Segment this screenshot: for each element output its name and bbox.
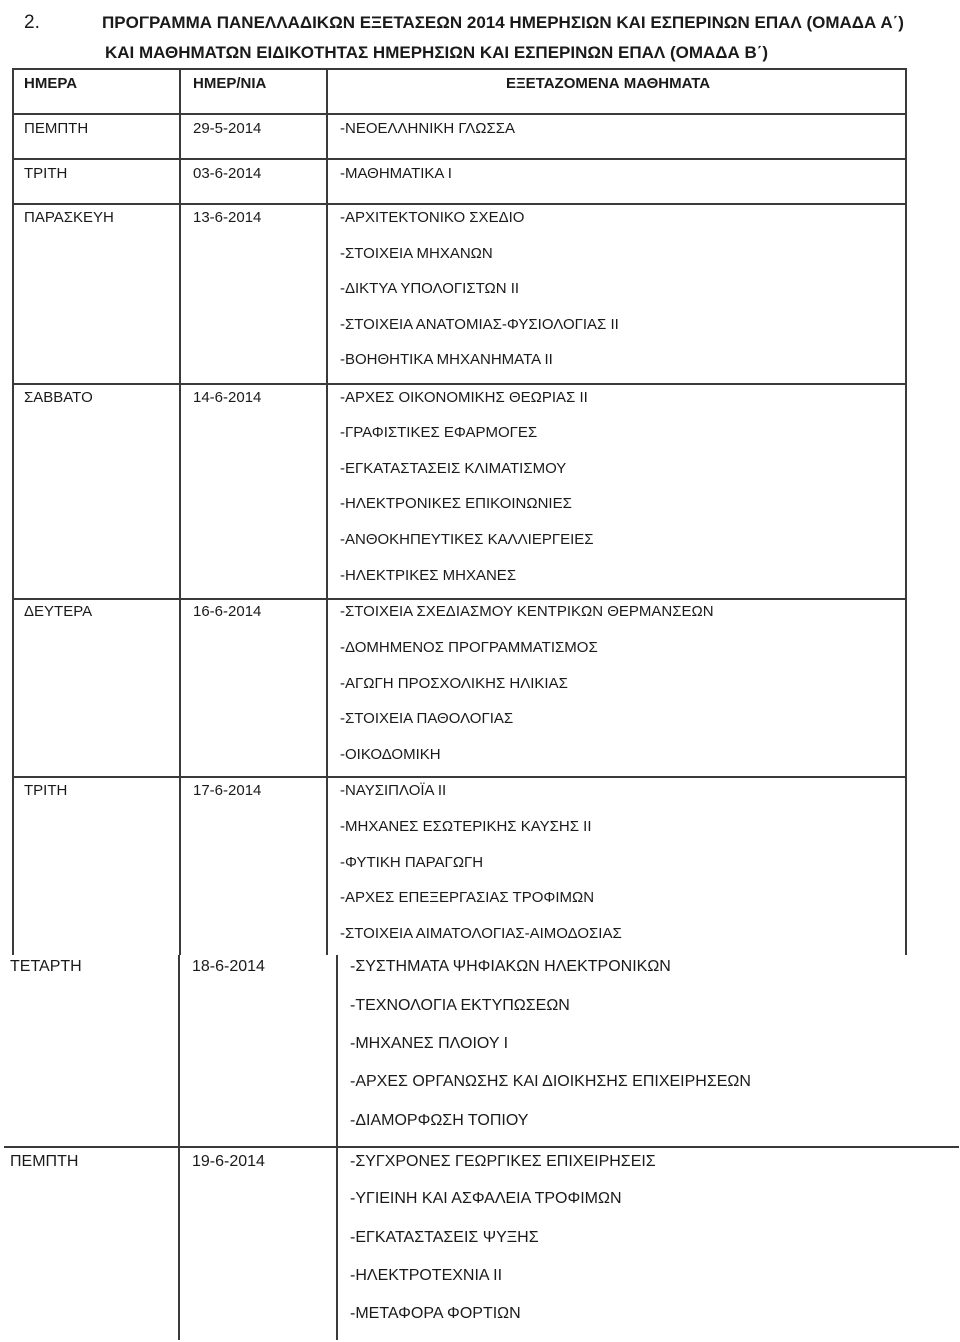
row-date: 19-6-2014 (192, 1153, 265, 1170)
column-divider (326, 68, 328, 955)
row-day: ΣΑΒΒΑΤΟ (24, 389, 93, 406)
subject-item: -ΓΡΑΦΙΣΤΙΚΕΣ ΕΦΑΡΜΟΓΕΣ (340, 424, 538, 441)
subject-item: -ΣΥΓΧΡΟΝΕΣ ΓΕΩΡΓΙΚΕΣ ΕΠΙΧΕΙΡΗΣΕΙΣ (350, 1153, 656, 1170)
table-divider (12, 113, 907, 115)
row-day: ΤΡΙΤΗ (24, 782, 68, 799)
subject-item: -ΕΓΚΑΤΑΣΤΑΣΕΙΣ ΨΥΞΗΣ (350, 1229, 539, 1246)
subject-item: -ΝΑΥΣΙΠΛΟΪΑ ΙΙ (340, 782, 447, 799)
subject-item: -ΑΝΘΟΚΗΠΕΥΤΙΚΕΣ ΚΑΛΛΙΕΡΓΕΙΕΣ (340, 531, 594, 548)
subject-item: -ΣΥΣΤΗΜΑΤΑ ΨΗΦΙΑΚΩΝ ΗΛΕΚΤΡΟΝΙΚΩΝ (350, 958, 671, 975)
subject-item: -ΗΛΕΚΤΡΙΚΕΣ ΜΗΧΑΝΕΣ (340, 567, 517, 584)
table-border-right (905, 68, 907, 955)
subject-item: -ΜΗΧΑΝΕΣ ΕΣΩΤΕΡΙΚΗΣ ΚΑΥΣΗΣ ΙΙ (340, 818, 592, 835)
subject-item: -ΑΡΧΕΣ ΟΙΚΟΝΟΜΙΚΗΣ ΘΕΩΡΙΑΣ ΙΙ (340, 389, 588, 406)
row-day: ΤΕΤΑΡΤΗ (10, 958, 82, 975)
subject-item: -ΜΗΧΑΝΕΣ ΠΛΟΙΟΥ Ι (350, 1035, 509, 1052)
table-divider (4, 1146, 959, 1148)
row-date: 17-6-2014 (193, 782, 262, 799)
subject-item: -ΔΙΚΤΥΑ ΥΠΟΛΟΓΙΣΤΩΝ ΙΙ (340, 280, 520, 297)
row-day: ΔΕΥΤΕΡΑ (24, 603, 93, 620)
subject-item: -ΕΓΚΑΤΑΣΤΑΣΕΙΣ ΚΛΙΜΑΤΙΣΜΟΥ (340, 460, 567, 477)
column-divider (179, 68, 181, 955)
subject-item: -ΒΟΗΘΗΤΙΚΑ ΜΗΧΑΝΗΜΑΤΑ ΙΙ (340, 351, 553, 368)
row-date: 14-6-2014 (193, 389, 262, 406)
header-day: ΗΜΕΡΑ (24, 75, 78, 92)
row-date: 16-6-2014 (193, 603, 262, 620)
title-line-1: ΠΡΟΓΡΑΜΜΑ ΠΑΝΕΛΛΑΔΙΚΩΝ ΕΞΕΤΑΣΕΩΝ 2014 ΗΜΕΡΗΣΙΩΝ ΚΑΙ ΕΣΠΕΡΙΝΩΝ ΕΠΑΛ (ΟΜΑΔΑ Α΄) (102, 13, 904, 32)
subject-item: -ΦΥΤΙΚΗ ΠΑΡΑΓΩΓΗ (340, 854, 484, 871)
row-date: 29-5-2014 (193, 120, 262, 137)
section-number: 2. (24, 12, 40, 33)
subject-item: -ΑΓΩΓΗ ΠΡΟΣΧΟΛΙΚΗΣ ΗΛΙΚΙΑΣ (340, 675, 568, 692)
table-divider (12, 158, 907, 160)
subject-item: -ΥΓΙΕΙΝΗ ΚΑΙ ΑΣΦΑΛΕΙΑ ΤΡΟΦΙΜΩΝ (350, 1190, 622, 1207)
table-border-left (12, 68, 14, 955)
table-divider (12, 383, 907, 385)
subject-item: -ΤΕΧΝΟΛΟΓΙΑ ΕΚΤΥΠΩΣΕΩΝ (350, 997, 570, 1014)
subject-item: -ΗΛΕΚΤΡΟΝΙΚΕΣ ΕΠΙΚΟΙΝΩΝΙΕΣ (340, 495, 572, 512)
row-day: ΠΑΡΑΣΚΕΥΗ (24, 209, 114, 226)
subject-item: -ΔΟΜΗΜΕΝΟΣ ΠΡΟΓΡΑΜΜΑΤΙΣΜΟΣ (340, 639, 598, 656)
subject-item: -ΣΤΟΙΧΕΙΑ ΑΝΑΤΟΜΙΑΣ-ΦΥΣΙΟΛΟΓΙΑΣ ΙΙ (340, 316, 619, 333)
subject-item: -ΝΕΟΕΛΛΗΝΙΚΗ ΓΛΩΣΣΑ (340, 120, 516, 137)
table-border-top (12, 68, 907, 70)
title-line-2: ΚΑΙ ΜΑΘΗΜΑΤΩΝ ΕΙΔΙΚΟΤΗΤΑΣ ΗΜΕΡΗΣΙΩΝ ΚΑΙ ΕΣΠΕΡΙΝΩΝ ΕΠΑΛ (ΟΜΑΔΑ Β΄) (105, 43, 769, 62)
subject-item: -ΔΙΑΜΟΡΦΩΣΗ ΤΟΠΙΟΥ (350, 1112, 529, 1129)
subject-item: -ΗΛΕΚΤΡΟΤΕΧΝΙΑ ΙΙ (350, 1267, 503, 1284)
subject-item: -ΜΑΘΗΜΑΤΙΚΑ Ι (340, 165, 452, 182)
table-divider (12, 203, 907, 205)
subject-item: -ΣΤΟΙΧΕΙΑ ΜΗΧΑΝΩΝ (340, 245, 493, 262)
subject-item: -ΣΤΟΙΧΕΙΑ ΑΙΜΑΤΟΛΟΓΙΑΣ-ΑΙΜΟΔΟΣΙΑΣ (340, 925, 622, 942)
subject-item: -ΟΙΚΟΔΟΜΙΚΗ (340, 746, 441, 763)
table-divider (12, 598, 907, 600)
row-day: ΠΕΜΠΤΗ (24, 120, 89, 137)
subject-item: -ΜΕΤΑΦΟΡΑ ΦΟΡΤΙΩΝ (350, 1305, 521, 1322)
row-date: 13-6-2014 (193, 209, 262, 226)
subject-item: -ΑΡΧΙΤΕΚΤΟΝΙΚΟ ΣΧΕΔΙΟ (340, 209, 525, 226)
header-date: ΗΜΕΡ/ΝΙΑ (193, 75, 267, 92)
row-date: 18-6-2014 (192, 958, 265, 975)
header-subjects: ΕΞΕΤΑΖΟΜΕΝΑ ΜΑΘΗΜΑΤΑ (506, 75, 711, 92)
row-date: 03-6-2014 (193, 165, 262, 182)
table-divider (12, 776, 907, 778)
subject-item: -ΑΡΧΕΣ ΟΡΓΑΝΩΣΗΣ ΚΑΙ ΔΙΟΙΚΗΣΗΣ ΕΠΙΧΕΙΡΗΣΕΩΝ (350, 1073, 751, 1090)
row-day: ΠΕΜΠΤΗ (10, 1153, 79, 1170)
subject-item: -ΣΤΟΙΧΕΙΑ ΣΧΕΔΙΑΣΜΟΥ ΚΕΝΤΡΙΚΩΝ ΘΕΡΜΑΝΣΕΩΝ (340, 603, 714, 620)
row-day: ΤΡΙΤΗ (24, 165, 68, 182)
subject-item: -ΑΡΧΕΣ ΕΠΕΞΕΡΓΑΣΙΑΣ ΤΡΟΦΙΜΩΝ (340, 889, 595, 906)
subject-item: -ΣΤΟΙΧΕΙΑ ΠΑΘΟΛΟΓΙΑΣ (340, 710, 514, 727)
